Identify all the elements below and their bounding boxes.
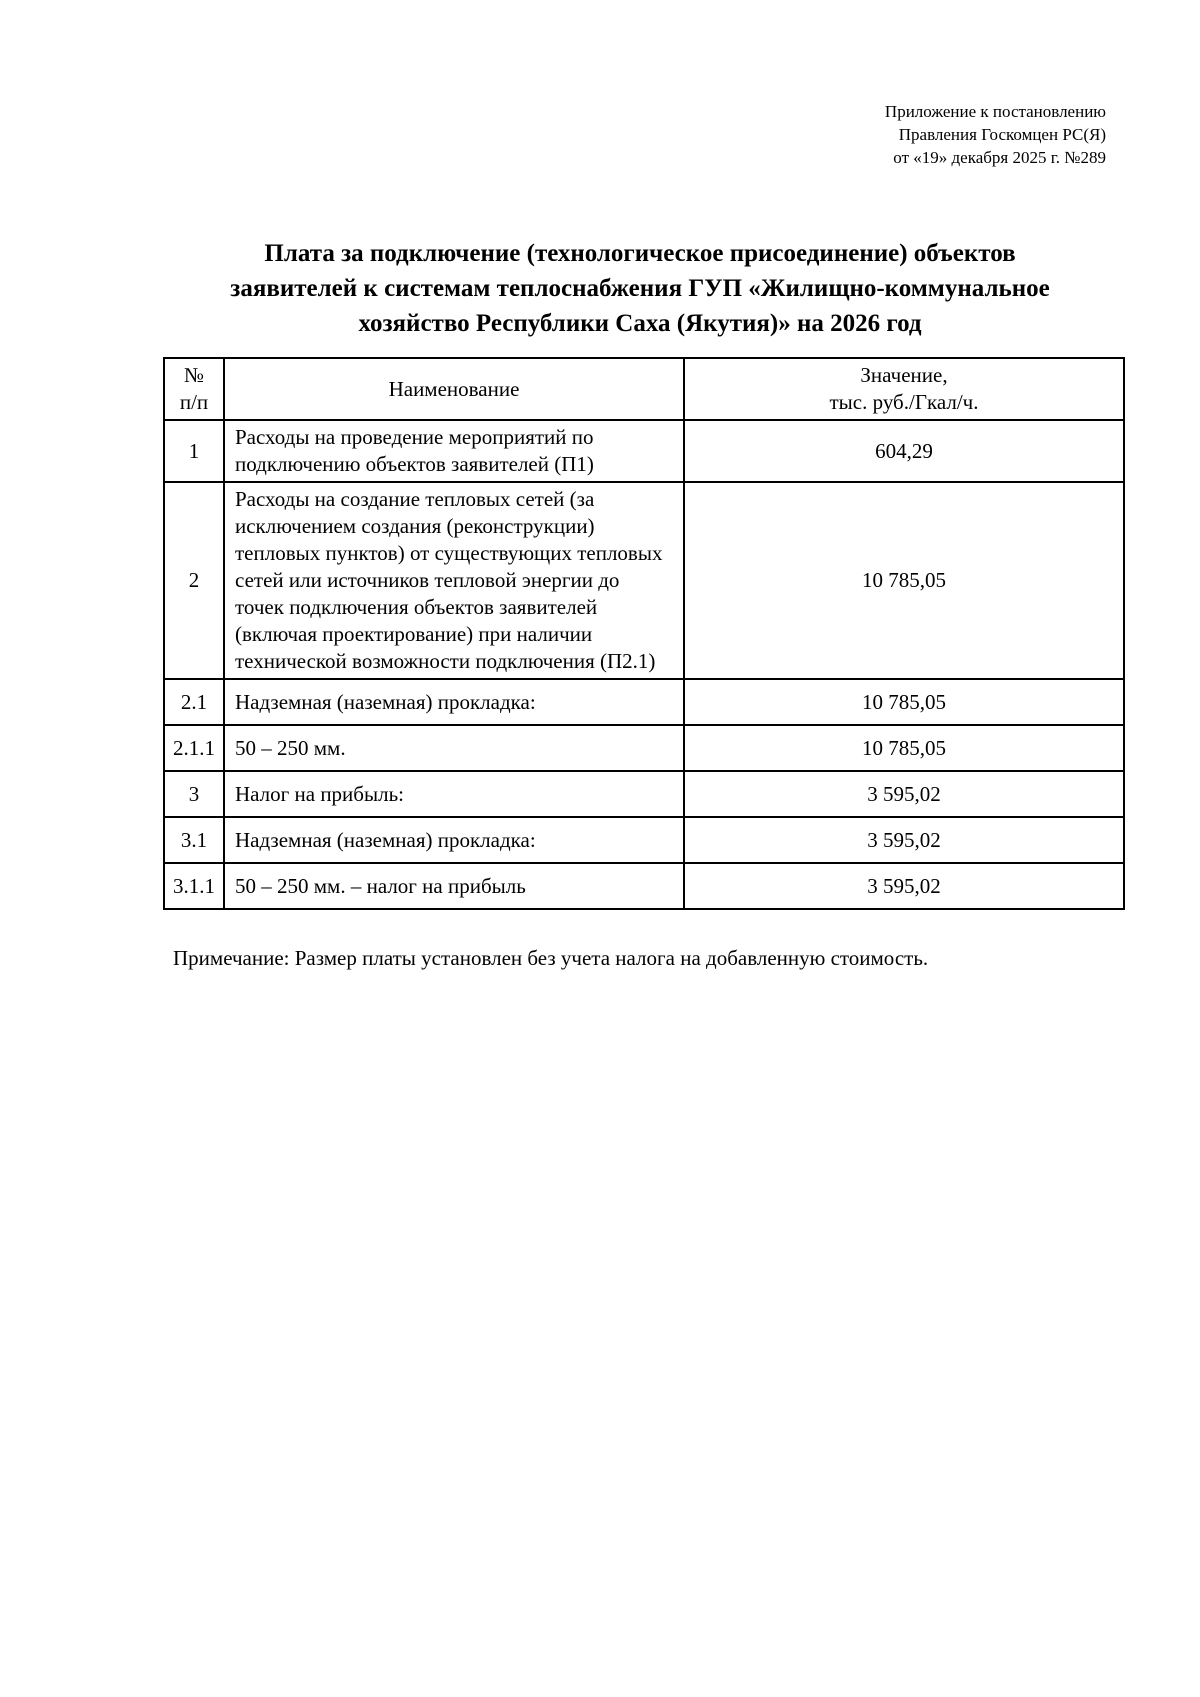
row-num: 1 bbox=[164, 420, 224, 482]
table-row bbox=[164, 679, 1124, 725]
row-num: 3.1.1 bbox=[164, 863, 224, 909]
table-header-row bbox=[164, 358, 1124, 420]
header-value-line: Значение, bbox=[860, 363, 948, 387]
header-value-line: тыс. руб./Гкал/ч. bbox=[829, 390, 979, 414]
row-value: 10 785,05 bbox=[684, 725, 1124, 771]
row-name: Расходы на создание тепловых сетей (за исключением создания (реконструкции) тепловых пунктов) от существующих тепловых сетей или источников тепловой энергии до точек подключения объектов заявителей (включая проектирование) при наличии технической возможности подключения (П2.1) bbox=[224, 482, 684, 679]
row-name: Расходы на проведение мероприятий по подключению объектов заявителей (П1) bbox=[224, 420, 684, 482]
row-name: Надземная (наземная) прокладка: bbox=[224, 817, 684, 863]
appendix-line: от «19» декабря 2025 г. №289 bbox=[893, 148, 1106, 167]
appendix-line: Приложение к постановлению bbox=[884, 102, 1106, 121]
table-row bbox=[164, 863, 1124, 909]
row-value: 10 785,05 bbox=[684, 679, 1124, 725]
row-value: 3 595,02 bbox=[684, 863, 1124, 909]
fee-table bbox=[163, 357, 1125, 910]
row-num: 3.1 bbox=[164, 817, 224, 863]
header-num-line: № bbox=[183, 363, 205, 387]
table-row bbox=[164, 482, 1124, 679]
row-value: 3 595,02 bbox=[684, 771, 1124, 817]
footnote: Примечание: Размер платы установлен без учета налога на добавленную стоимость. bbox=[173, 946, 929, 970]
title-line: хозяйство Республики Саха (Якутия)» на 2026 год bbox=[358, 310, 922, 337]
table-row bbox=[164, 817, 1124, 863]
row-value: 10 785,05 bbox=[684, 482, 1124, 679]
row-num: 2 bbox=[164, 482, 224, 679]
row-num: 3 bbox=[164, 771, 224, 817]
row-name: 50 – 250 мм. bbox=[224, 725, 684, 771]
row-value: 3 595,02 bbox=[684, 817, 1124, 863]
appendix-header bbox=[885, 100, 1106, 169]
document-title bbox=[150, 236, 1130, 341]
table-row bbox=[164, 420, 1124, 482]
table-row bbox=[164, 725, 1124, 771]
row-name: 50 – 250 мм. – налог на прибыль bbox=[224, 863, 684, 909]
title-line: заявителей к системам теплоснабжения ГУП «Жилищно-коммунальное bbox=[230, 275, 1050, 302]
row-num: 2.1.1 bbox=[164, 725, 224, 771]
table-row bbox=[164, 771, 1124, 817]
row-name: Надземная (наземная) прокладка: bbox=[224, 679, 684, 725]
header-value-cell bbox=[684, 358, 1124, 420]
appendix-line: Правления Госкомцен РС(Я) bbox=[898, 125, 1106, 144]
row-name: Налог на прибыль: bbox=[224, 771, 684, 817]
row-value: 604,29 bbox=[684, 420, 1124, 482]
header-name-cell: Наименование bbox=[224, 358, 684, 420]
title-line: Плата за подключение (технологическое присоединение) объектов bbox=[264, 240, 1016, 267]
header-num-line: п/п bbox=[179, 390, 209, 414]
header-num-cell bbox=[164, 358, 224, 420]
row-num: 2.1 bbox=[164, 679, 224, 725]
